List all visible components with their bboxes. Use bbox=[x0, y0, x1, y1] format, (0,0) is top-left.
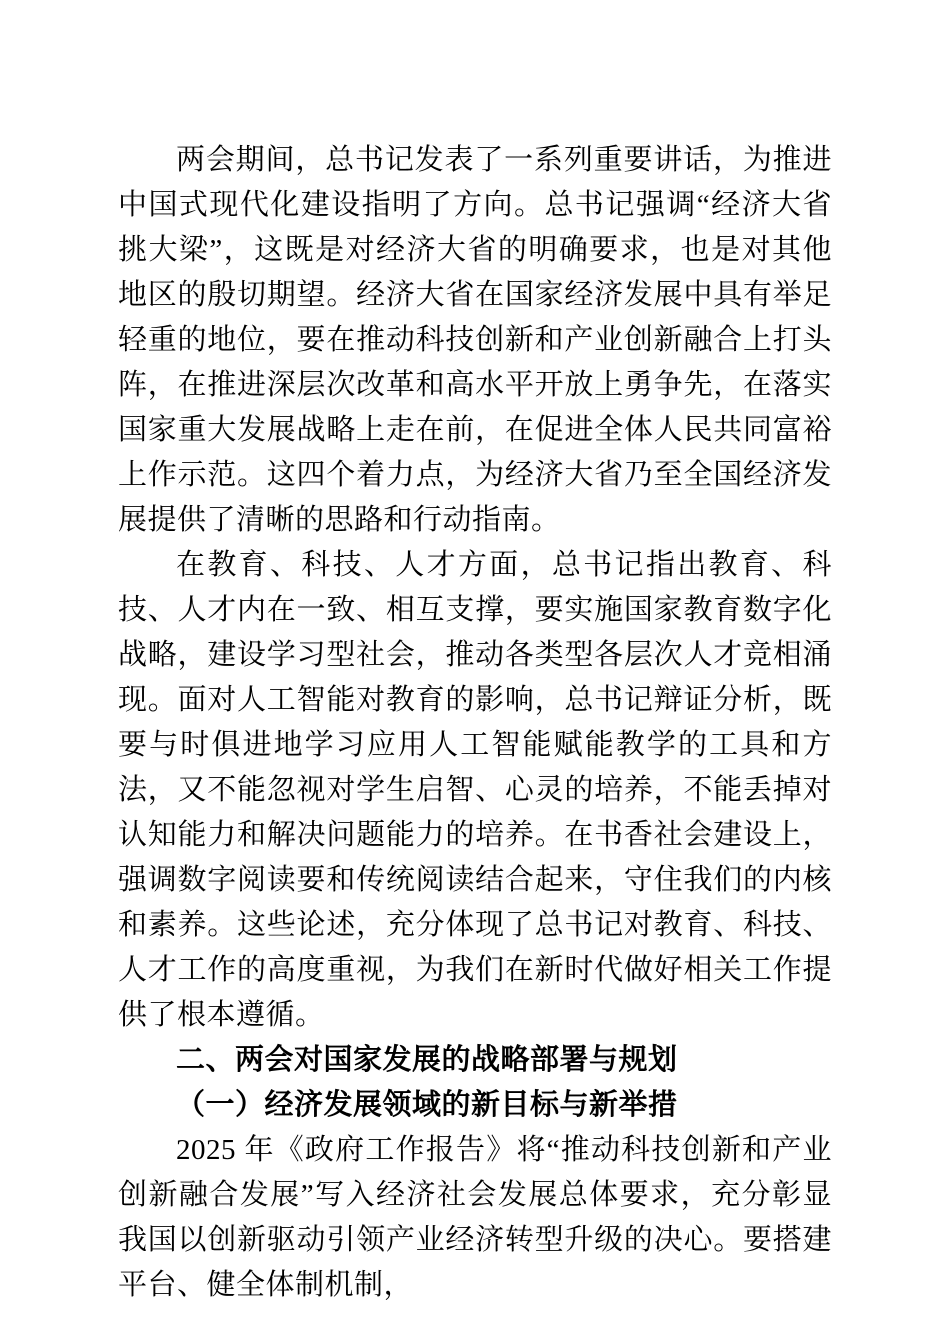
paragraph-two-sessions-speeches: 两会期间，总书记发表了一系列重要讲话，为推进中国式现代化建设指明了方向。总书记强调“经济大省挑大梁”，这既是对经济大省的明确要求，也是对其他地区的殷切期望。经济大省在国家经济发展中具有举足轻重的地位，要在推动科技创新和产业创新融合上打头阵，在推进深层次改革和高水平开放上勇争先，在落实国家重大发展战略上走在前，在促进全体人民共同富裕上作示范。这四个着力点，为经济大省乃至全国经济发展提供了清晰的思路和行动指南。 bbox=[118, 144, 832, 536]
section-heading: 二、两会对国家发展的战略部署与规划 bbox=[176, 1044, 678, 1076]
subsection-heading: （一）经济发展领域的新目标与新举措 bbox=[176, 1089, 678, 1121]
paragraph-education-science-talent: 在教育、科技、人才方面，总书记指出教育、科技、人才内在一致、相互支撑，要实施国家教育数字化战略，建设学习型社会，推动各类型各层次人才竞相涌现。面对人工智能对教育的影响，总书记辩证分析，既要与时俱进地学习应用人工智能赋能教学的工具和方法，又不能忽视对学生启智、心灵的培养，不能丢掉对认知能力和解决问题能力的培养。在书香社会建设上，强调数字阅读要和传统阅读结合起来，守住我们的内核和素养。这些论述，充分体现了总书记对教育、科技、人才工作的高度重视，为我们在新时代做好相关工作提供了根本遵循。 bbox=[118, 549, 832, 1031]
paragraph-government-work-report: 2025 年《政府工作报告》将“推动科技创新和产业创新融合发展”写入经济社会发展总体要求，充分彰显我国以创新驱动引领产业经济转型升级的决心。要搭建平台、健全体制机制， bbox=[118, 1134, 832, 1301]
